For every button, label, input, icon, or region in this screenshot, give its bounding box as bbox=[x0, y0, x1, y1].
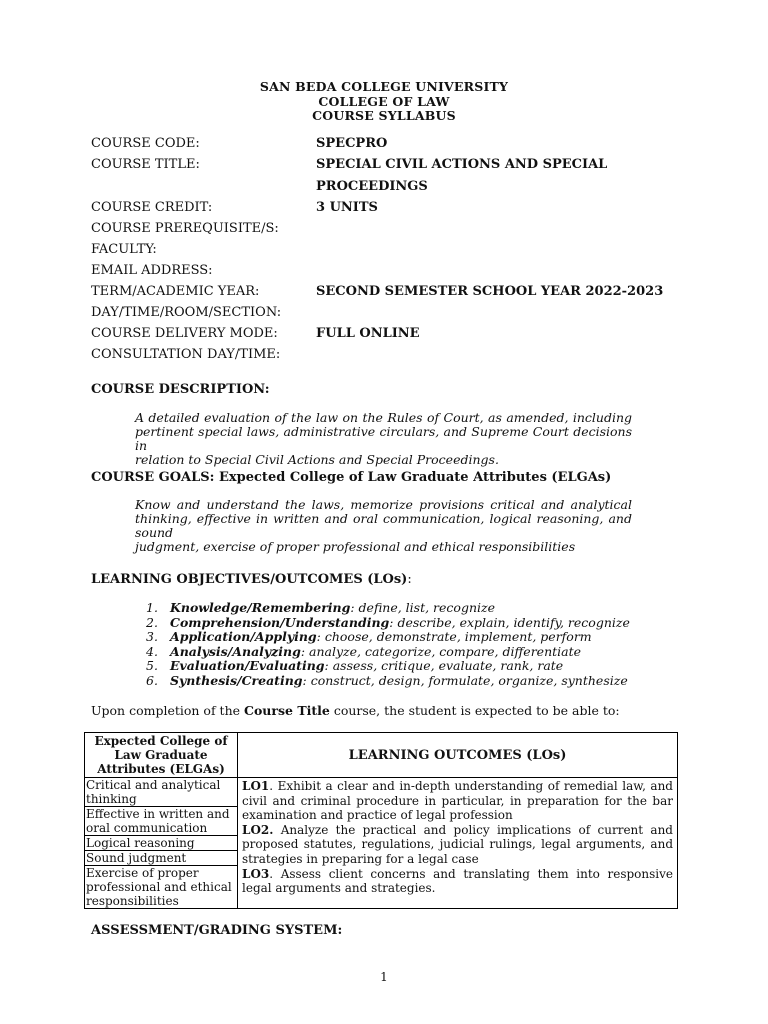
term-value: SECOND SEMESTER SCHOOL YEAR 2022-2023 bbox=[316, 284, 664, 299]
prerequisite-label: COURSE PREREQUISITE/S: bbox=[91, 221, 279, 236]
table-header-row bbox=[85, 733, 678, 778]
outcome-lo2: LO2. Analyze the practical and policy implications of current and proposed statutes, regulations, judicial rulings, legal arguments, and strategies in preparing for a legal case bbox=[242, 822, 673, 866]
list-item: 1. Knowledge/Remembering: define, list, recognize bbox=[146, 600, 495, 615]
elga-item: Sound judgment bbox=[85, 851, 237, 866]
learning-objectives-heading bbox=[91, 572, 412, 587]
outcome-lo1: LO1. Exhibit a clear and in-depth understanding of remedial law, and civil and criminal procedure in particular, in preparation for the bar examination and practice of legal profession bbox=[242, 779, 673, 823]
description-line: pertinent special laws, administrative circulars, and Supreme Court decisions in bbox=[135, 424, 632, 453]
page-number: 1 bbox=[380, 970, 388, 984]
completion-statement: Upon completion of the Course Title course, the student is expected to be able to: bbox=[91, 703, 620, 718]
faculty-label: FACULTY: bbox=[91, 242, 157, 257]
course-goals-heading: COURSE GOALS: Expected College of Law Graduate Attributes (ELGAs) bbox=[91, 470, 612, 485]
list-item: 4. Analysis/Analyzing: analyze, categorize, compare, differentiate bbox=[146, 643, 582, 659]
course-description-heading: COURSE DESCRIPTION: bbox=[91, 382, 270, 397]
email-label: EMAIL ADDRESS: bbox=[91, 263, 213, 278]
delivery-mode-label: COURSE DELIVERY MODE: bbox=[91, 326, 278, 341]
learning-objectives-heading-text: LEARNING OBJECTIVES/OUTCOMES (LOs) bbox=[91, 572, 408, 587]
schedule-label: DAY/TIME/ROOM/SECTION: bbox=[91, 305, 282, 320]
learning-objectives-list bbox=[146, 601, 630, 689]
list-item: 2. Comprehension/Understanding: describe, explain, identify, recognize bbox=[146, 614, 630, 630]
outcomes-column-header: LEARNING OUTCOMES (LOs) bbox=[238, 733, 678, 778]
elga-outcomes-table bbox=[84, 732, 678, 909]
outcome-lo3: LO3. Assess client concerns and translating them into responsive legal arguments and strategies. bbox=[242, 866, 673, 896]
goals-line: judgment, exercise of proper professional and ethical responsibilities bbox=[135, 539, 576, 554]
university-name: SAN BEDA COLLEGE UNIVERSITY bbox=[259, 79, 509, 94]
goals-line: thinking, effective in written and oral communication, logical reasoning, and sound bbox=[135, 511, 632, 540]
course-description-text bbox=[135, 411, 632, 467]
list-item: 3. Application/Applying: choose, demonstrate, implement, perform bbox=[146, 629, 592, 645]
college-name: COLLEGE OF LAW bbox=[318, 94, 450, 109]
course-title-value-line2: PROCEEDINGS bbox=[316, 179, 428, 194]
term-label: TERM/ACADEMIC YEAR: bbox=[91, 284, 260, 299]
document-title: COURSE SYLLABUS bbox=[312, 108, 456, 123]
assessment-heading: ASSESSMENT/GRADING SYSTEM: bbox=[91, 923, 343, 938]
elga-item: Effective in written and oral communication bbox=[85, 807, 237, 836]
course-code-label: COURSE CODE: bbox=[91, 136, 200, 151]
description-line: relation to Special Civil Actions and Special Proceedings. bbox=[135, 452, 499, 467]
list-item: 6. Synthesis/Creating: construct, design, formulate, organize, synthesize bbox=[146, 672, 628, 688]
heading-colon: : bbox=[407, 572, 412, 587]
course-title-value-line1: SPECIAL CIVIL ACTIONS AND SPECIAL bbox=[316, 157, 608, 172]
elga-item: Critical and analytical thinking bbox=[85, 778, 237, 807]
delivery-mode-value: FULL ONLINE bbox=[316, 326, 420, 341]
course-code-value: SPECPRO bbox=[316, 136, 388, 151]
elga-item: Logical reasoning bbox=[85, 836, 237, 851]
outcomes-cell bbox=[238, 778, 678, 909]
goals-line: Know and understand the laws, memorize provisions critical and analytical bbox=[135, 497, 632, 512]
consultation-label: CONSULTATION DAY/TIME: bbox=[91, 347, 281, 362]
course-title-label: COURSE TITLE: bbox=[91, 157, 200, 172]
course-goals-text bbox=[135, 498, 632, 554]
course-credit-label: COURSE CREDIT: bbox=[91, 200, 213, 215]
elga-cell bbox=[85, 778, 238, 909]
elga-item: Exercise of proper professional and ethical responsibilities bbox=[86, 866, 232, 908]
description-line: A detailed evaluation of the law on the Rules of Court, as amended, including bbox=[135, 410, 632, 425]
table-row bbox=[85, 778, 678, 909]
course-credit-value: 3 UNITS bbox=[316, 200, 378, 215]
list-item: 5. Evaluation/Evaluating: assess, critique, evaluate, rank, rate bbox=[146, 658, 564, 674]
elga-column-header: Expected College of Law Graduate Attributes (ELGAs) bbox=[85, 733, 238, 778]
